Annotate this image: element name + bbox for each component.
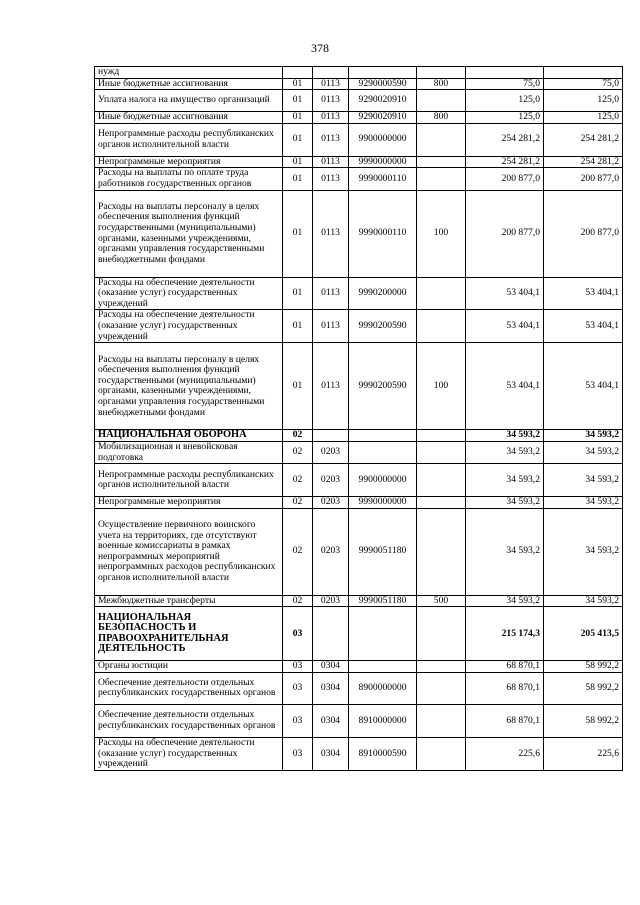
target-article-code — [349, 607, 417, 661]
amount-year-1: 225,6 — [466, 737, 544, 770]
expense-type-code: 100 — [417, 343, 466, 430]
amount-year-2: 34 593,2 — [544, 430, 623, 442]
section-code: 01 — [283, 277, 313, 310]
subsection-code: 0113 — [313, 123, 349, 156]
expense-type-code: 800 — [417, 112, 466, 124]
item-name: Обеспечение деятельности отдельных республиканских государственных органов — [95, 704, 283, 737]
expense-type-code: 500 — [417, 595, 466, 607]
amount-year-1: 34 593,2 — [466, 595, 544, 607]
item-name: Расходы на обеспечение деятельности (оказание услуг) государственных учреждений — [95, 277, 283, 310]
expense-type-code — [417, 464, 466, 497]
subsection-code: 0304 — [313, 704, 349, 737]
section-code: 02 — [283, 497, 313, 509]
amount-year-2: 58 992,2 — [544, 661, 623, 673]
expense-type-code — [417, 497, 466, 509]
item-name: НАЦИОНАЛЬНАЯ ОБОРОНА — [95, 430, 283, 442]
subsection-code: 0113 — [313, 277, 349, 310]
amount-year-1: 34 593,2 — [466, 464, 544, 497]
amount-year-2: 53 404,1 — [544, 343, 623, 430]
target-article-code: 9900000000 — [349, 464, 417, 497]
item-name: Непрограммные расходы республиканских органов исполнительной власти — [95, 123, 283, 156]
expense-type-code — [417, 704, 466, 737]
item-name: Иные бюджетные ассигнования — [95, 78, 283, 90]
target-article-code: 9990200590 — [349, 310, 417, 343]
table-row — [95, 430, 623, 442]
table-row — [95, 441, 623, 463]
amount-year-2: 125,0 — [544, 90, 623, 112]
target-article-code: 9990051180 — [349, 595, 417, 607]
table-row — [95, 168, 623, 190]
subsection-code: 0203 — [313, 595, 349, 607]
item-name: Расходы на выплаты персоналу в целях обеспечения выполнения функций государственными (муниципальными) органами, казенными учреждениями, органами управления государственными внебюджетными фондами — [95, 190, 283, 277]
section-code: 02 — [283, 595, 313, 607]
section-code: 02 — [283, 441, 313, 463]
expense-type-code — [417, 168, 466, 190]
target-article-code: 9290020910 — [349, 112, 417, 124]
target-article-code: 9990200000 — [349, 277, 417, 310]
amount-year-2: 53 404,1 — [544, 310, 623, 343]
item-name: Иные бюджетные ассигнования — [95, 112, 283, 124]
subsection-code: 0113 — [313, 156, 349, 168]
subsection-code: 0203 — [313, 497, 349, 509]
item-name: Расходы на выплаты по оплате труда работников государственных органов — [95, 168, 283, 190]
table-row — [95, 672, 623, 704]
amount-year-2: 34 593,2 — [544, 497, 623, 509]
table-row — [95, 78, 623, 90]
amount-year-2: 58 992,2 — [544, 704, 623, 737]
section-code: 01 — [283, 112, 313, 124]
target-article-code: 9990000110 — [349, 190, 417, 277]
expense-type-code — [417, 672, 466, 704]
target-article-code: 8910000590 — [349, 737, 417, 770]
amount-year-2: 34 593,2 — [544, 464, 623, 497]
section-code: 01 — [283, 90, 313, 112]
item-name: Расходы на выплаты персоналу в целях обеспечения выполнения функций государственными (муниципальными) органами, казенными учреждениями, органами управления государственными внебюджетными фондами — [95, 343, 283, 430]
amount-year-1: 254 281,2 — [466, 123, 544, 156]
amount-year-2: 53 404,1 — [544, 277, 623, 310]
section-code: 03 — [283, 661, 313, 673]
subsection-code: 0113 — [313, 168, 349, 190]
amount-year-1: 53 404,1 — [466, 277, 544, 310]
amount-year-1: 53 404,1 — [466, 310, 544, 343]
table-row — [95, 704, 623, 737]
item-name: Расходы на обеспечение деятельности (оказание услуг) государственных учреждений — [95, 737, 283, 770]
table-row — [95, 277, 623, 310]
amount-year-1: 254 281,2 — [466, 156, 544, 168]
subsection-code — [313, 430, 349, 442]
table-row — [95, 464, 623, 497]
amount-year-2: 34 593,2 — [544, 441, 623, 463]
expense-type-code: 800 — [417, 78, 466, 90]
section-code: 03 — [283, 737, 313, 770]
target-article-code: 9900000000 — [349, 123, 417, 156]
table-row — [95, 90, 623, 112]
amount-year-1: 200 877,0 — [466, 190, 544, 277]
subsection-code: 0113 — [313, 310, 349, 343]
amount-year-1: 125,0 — [466, 90, 544, 112]
item-name: нужд — [95, 67, 283, 79]
expense-type-code — [417, 310, 466, 343]
expense-type-code — [417, 277, 466, 310]
section-code: 02 — [283, 430, 313, 442]
table-row — [95, 67, 623, 79]
section-code: 02 — [283, 508, 313, 595]
target-article-code: 9290000590 — [349, 78, 417, 90]
subsection-code: 0113 — [313, 90, 349, 112]
amount-year-2: 200 877,0 — [544, 190, 623, 277]
subsection-code: 0304 — [313, 661, 349, 673]
target-article-code: 9990051180 — [349, 508, 417, 595]
amount-year-2: 34 593,2 — [544, 595, 623, 607]
amount-year-2: 254 281,2 — [544, 156, 623, 168]
target-article-code: 8910000000 — [349, 704, 417, 737]
expense-type-code — [417, 123, 466, 156]
amount-year-1 — [466, 67, 544, 79]
target-article-code: 9990000000 — [349, 497, 417, 509]
item-name: Мобилизационная и вневойсковая подготовка — [95, 441, 283, 463]
amount-year-2: 125,0 — [544, 112, 623, 124]
item-name: Непрограммные мероприятия — [95, 156, 283, 168]
subsection-code — [313, 67, 349, 79]
subsection-code: 0203 — [313, 464, 349, 497]
page-number: 378 — [311, 41, 329, 55]
table-row — [95, 190, 623, 277]
expense-type-code — [417, 441, 466, 463]
amount-year-1: 215 174,3 — [466, 607, 544, 661]
subsection-code: 0113 — [313, 190, 349, 277]
section-code: 03 — [283, 672, 313, 704]
subsection-code: 0113 — [313, 112, 349, 124]
table-row — [95, 497, 623, 509]
target-article-code: 9990000000 — [349, 156, 417, 168]
amount-year-1: 200 877,0 — [466, 168, 544, 190]
table-row — [95, 343, 623, 430]
expense-type-code: 100 — [417, 190, 466, 277]
amount-year-1: 34 593,2 — [466, 508, 544, 595]
table-row — [95, 508, 623, 595]
subsection-code: 0113 — [313, 78, 349, 90]
expense-type-code — [417, 661, 466, 673]
item-name: НАЦИОНАЛЬНАЯ БЕЗОПАСНОСТЬ И ПРАВООХРАНИТЕЛЬНАЯ ДЕЯТЕЛЬНОСТЬ — [95, 607, 283, 661]
section-code — [283, 67, 313, 79]
amount-year-2: 200 877,0 — [544, 168, 623, 190]
section-code: 02 — [283, 464, 313, 497]
amount-year-1: 125,0 — [466, 112, 544, 124]
table-body — [95, 67, 623, 771]
section-code: 01 — [283, 190, 313, 277]
section-code: 03 — [283, 704, 313, 737]
table-row — [95, 123, 623, 156]
item-name: Межбюджетные трансферты — [95, 595, 283, 607]
item-name: Обеспечение деятельности отдельных республиканских государственных органов — [95, 672, 283, 704]
amount-year-2: 205 413,5 — [544, 607, 623, 661]
subsection-code: 0113 — [313, 343, 349, 430]
amount-year-2 — [544, 67, 623, 79]
subsection-code: 0304 — [313, 737, 349, 770]
expense-type-code — [417, 607, 466, 661]
section-code: 03 — [283, 607, 313, 661]
amount-year-1: 34 593,2 — [466, 441, 544, 463]
section-code: 01 — [283, 78, 313, 90]
expense-type-code — [417, 508, 466, 595]
section-code: 01 — [283, 156, 313, 168]
expense-type-code — [417, 90, 466, 112]
budget-table — [94, 66, 623, 771]
item-name: Непрограммные расходы республиканских органов исполнительной власти — [95, 464, 283, 497]
table-row — [95, 607, 623, 661]
item-name: Уплата налога на имущество организаций — [95, 90, 283, 112]
table-row — [95, 661, 623, 673]
expense-type-code — [417, 737, 466, 770]
subsection-code: 0203 — [313, 441, 349, 463]
amount-year-1: 68 870,1 — [466, 704, 544, 737]
amount-year-2: 58 992,2 — [544, 672, 623, 704]
amount-year-2: 75,0 — [544, 78, 623, 90]
section-code: 01 — [283, 168, 313, 190]
item-name: Осуществление первичного воинского учета на территориях, где отсутствуют военные комиссариаты в рамках непрограммных мероприятий непрограммных расходов республиканских органов исполнительной власти — [95, 508, 283, 595]
item-name: Расходы на обеспечение деятельности (оказание услуг) государственных учреждений — [95, 310, 283, 343]
target-article-code — [349, 430, 417, 442]
amount-year-1: 34 593,2 — [466, 497, 544, 509]
table-row — [95, 595, 623, 607]
amount-year-2: 254 281,2 — [544, 123, 623, 156]
table-row — [95, 156, 623, 168]
subsection-code: 0304 — [313, 672, 349, 704]
expense-type-code — [417, 430, 466, 442]
expense-type-code — [417, 156, 466, 168]
target-article-code — [349, 67, 417, 79]
amount-year-2: 34 593,2 — [544, 508, 623, 595]
item-name: Непрограммные мероприятия — [95, 497, 283, 509]
amount-year-1: 68 870,1 — [466, 672, 544, 704]
amount-year-1: 34 593,2 — [466, 430, 544, 442]
subsection-code — [313, 607, 349, 661]
section-code: 01 — [283, 343, 313, 430]
target-article-code — [349, 441, 417, 463]
expense-type-code — [417, 67, 466, 79]
amount-year-1: 75,0 — [466, 78, 544, 90]
amount-year-1: 68 870,1 — [466, 661, 544, 673]
target-article-code: 9290020910 — [349, 90, 417, 112]
item-name: Органы юстиции — [95, 661, 283, 673]
subsection-code: 0203 — [313, 508, 349, 595]
amount-year-2: 225,6 — [544, 737, 623, 770]
table-row — [95, 737, 623, 770]
table-row — [95, 112, 623, 124]
section-code: 01 — [283, 123, 313, 156]
amount-year-1: 53 404,1 — [466, 343, 544, 430]
target-article-code: 9990000110 — [349, 168, 417, 190]
section-code: 01 — [283, 310, 313, 343]
target-article-code: 8900000000 — [349, 672, 417, 704]
target-article-code — [349, 661, 417, 673]
target-article-code: 9990200590 — [349, 343, 417, 430]
table-row — [95, 310, 623, 343]
